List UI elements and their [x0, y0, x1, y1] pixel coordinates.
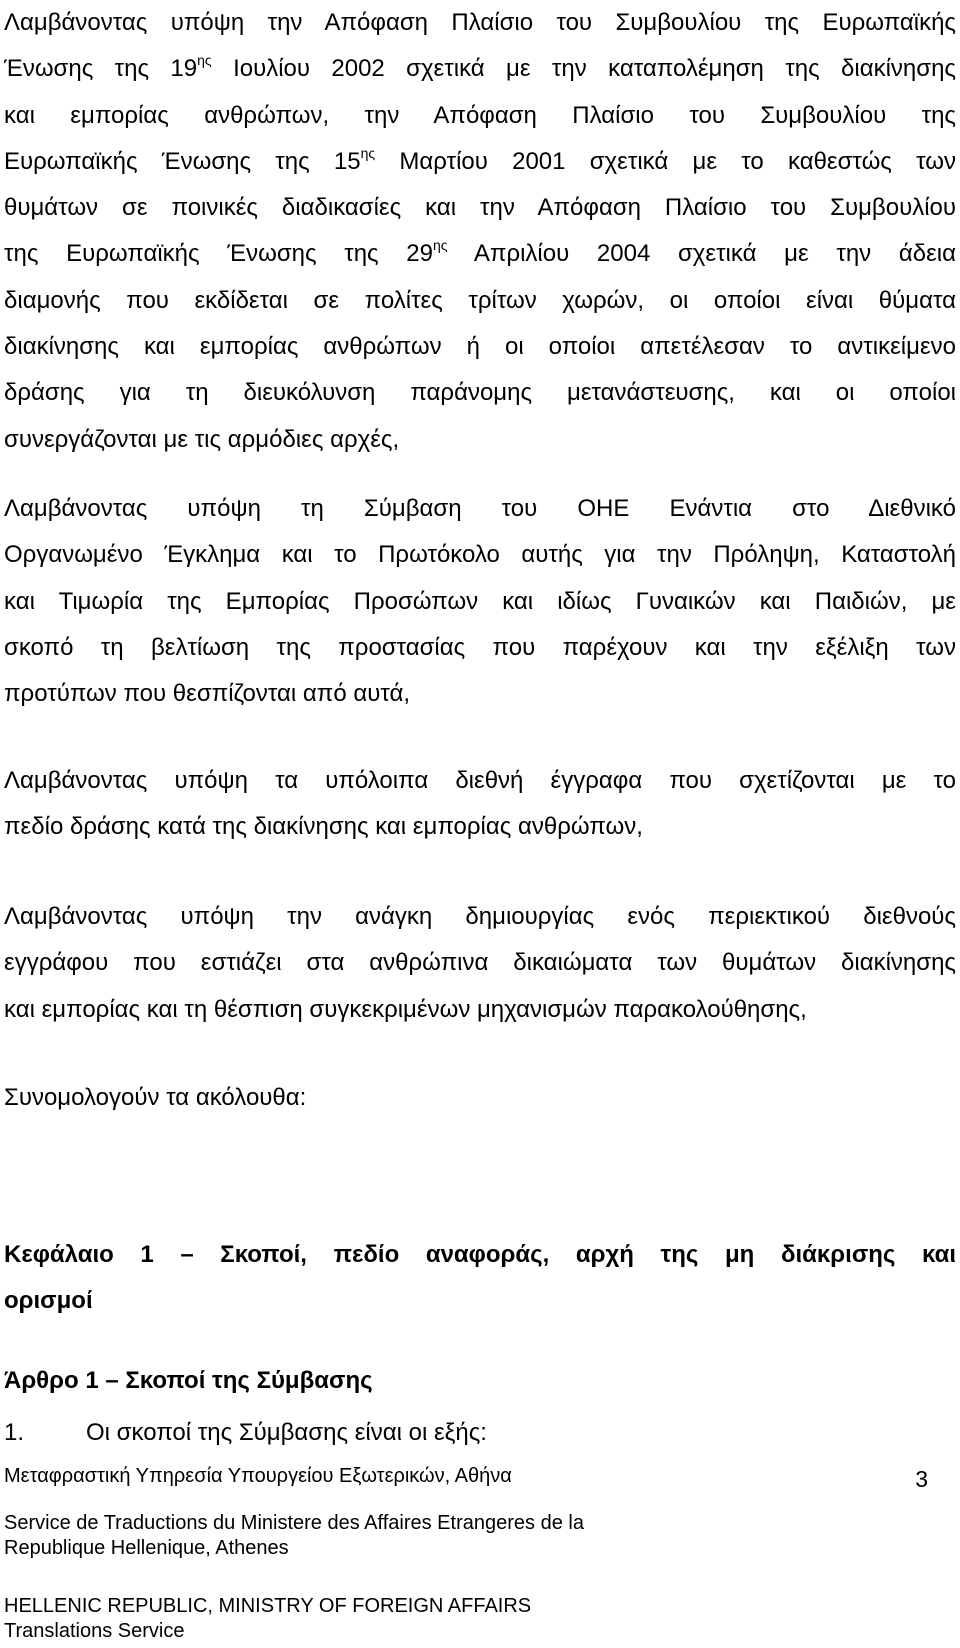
text-run: Ιουλίου 2002 σχετικά με την καταπολέμηση της διακίνησης — [211, 55, 956, 83]
footer-french-line-2: Republique Hellenique, Athenes — [4, 1537, 289, 1559]
article-heading: Άρθρο 1 – Σκοποί της Σύμβασης — [4, 1367, 373, 1394]
text-line: διακίνησης και εμπορίας ανθρώπων ή οι οποίοι απετέλεσαν το αντικείμενο — [4, 333, 956, 361]
text-run: Ευρωπαϊκής Ένωσης της 15 — [4, 147, 361, 175]
text-line: και εμπορίας ανθρώπων, την Απόφαση Πλαίσιο του Συμβουλίου της — [4, 101, 956, 129]
list-item-text: Οι σκοποί της Σύμβασης είναι οι εξής: — [86, 1419, 487, 1446]
text-line: Λαμβάνοντας υπόψη τα υπόλοιπα διεθνή έγγραφα που σχετίζονται με το — [4, 767, 956, 794]
text-run: της Ευρωπαϊκής Ένωσης της 29 — [4, 240, 433, 268]
ordinal-superscript: ης — [432, 237, 448, 254]
preamble-paragraph-international-instruments — [4, 758, 956, 851]
ordinal-superscript: ης — [197, 52, 212, 69]
text-line: δράσης για τη διευκόλυνση παράνομης μετανάστευσης, και οι οποίοι — [4, 379, 956, 407]
text-line: πεδίο δράσης κατά της διακίνησης και εμπορίας ανθρώπων, — [4, 813, 643, 841]
text-line — [4, 231, 956, 277]
footer-english-line-1: HELLENIC REPUBLIC, MINISTRY OF FOREIGN AFFAIRS — [4, 1595, 532, 1617]
footer-greek-service: Μεταφραστική Υπηρεσία Υπουργείου Εξωτερικών, Αθήνα — [4, 1465, 512, 1487]
text-line: σκοπό τη βελτίωση της προστασίας που παρέχουν και την εξέλιξη των — [4, 633, 956, 661]
text-line: προτύπων που θεσπίζονται από αυτά, — [4, 680, 411, 708]
text-line: και Τιμωρία της Εμπορίας Προσώπων και ιδίως Γυναικών και Παιδιών, με — [4, 587, 956, 615]
chapter-heading — [4, 1232, 956, 1324]
text-line: Λαμβάνοντας υπόψη την ανάγκη δημιουργίας ενός περιεκτικού διεθνούς — [4, 903, 956, 930]
footer-french-line-1: Service de Traductions du Ministere des Affaires Etrangeres de la — [4, 1512, 584, 1534]
footer-english-line-2: Translations Service — [4, 1620, 185, 1642]
text-line: Οργανωμένο Έγκλημα και το Πρωτόκολο αυτής για την Πρόληψη, Καταστολή — [4, 541, 956, 569]
text-run: Μαρτίου 2001 σχετικά με το καθεστώς των — [375, 147, 956, 175]
page-number: 3 — [915, 1466, 928, 1492]
text-line: και εμπορίας και τη θέσπιση συγκεκριμένων μηχανισμών παρακολούθησης, — [4, 995, 807, 1023]
text-line: διαμονής που εκδίδεται σε πολίτες τρίτων χωρών, οι οποίοι είναι θύματα — [4, 286, 956, 314]
preamble-paragraph-human-rights — [4, 894, 956, 1033]
text-line — [4, 46, 956, 92]
text-line: Συνομολογούν τα ακόλουθα: — [4, 1084, 307, 1111]
chapter-heading-line-2: ορισμοί — [4, 1287, 93, 1314]
text-line: συνεργάζονται με τις αρμόδιες αρχές, — [4, 425, 400, 453]
chapter-heading-line-1: Κεφάλαιο 1 – Σκοποί, πεδίο αναφοράς, αρχή της μη διάκρισης και — [4, 1241, 956, 1268]
text-run: Απριλίου 2004 σχετικά με την άδεια — [447, 240, 956, 268]
text-run: Ένωσης της 19 — [4, 55, 198, 83]
text-line: Λαμβάνοντας υπόψη τη Σύμβαση του ΟΗΕ Ενάντια στο Διεθνικό — [4, 495, 956, 522]
text-line: θυμάτων σε ποινικές διαδικασίες και την Απόφαση Πλαίσιο του Συμβουλίου — [4, 194, 956, 222]
text-line — [4, 139, 956, 185]
ordinal-superscript: ης — [360, 144, 376, 161]
text-line: Λαμβάνοντας υπόψη την Απόφαση Πλαίσιο του Συμβουλίου της Ευρωπαϊκής — [4, 9, 956, 36]
preamble-paragraph-agreement — [4, 1075, 956, 1121]
text-line: εγγράφου που εστιάζει στα ανθρώπινα δικαιώματα των θυμάτων διακίνησης — [4, 949, 956, 977]
list-item-number: 1. — [4, 1419, 25, 1446]
preamble-paragraph-eu-decisions — [4, 0, 956, 463]
preamble-paragraph-un-convention — [4, 486, 956, 717]
list-item — [4, 1418, 487, 1448]
